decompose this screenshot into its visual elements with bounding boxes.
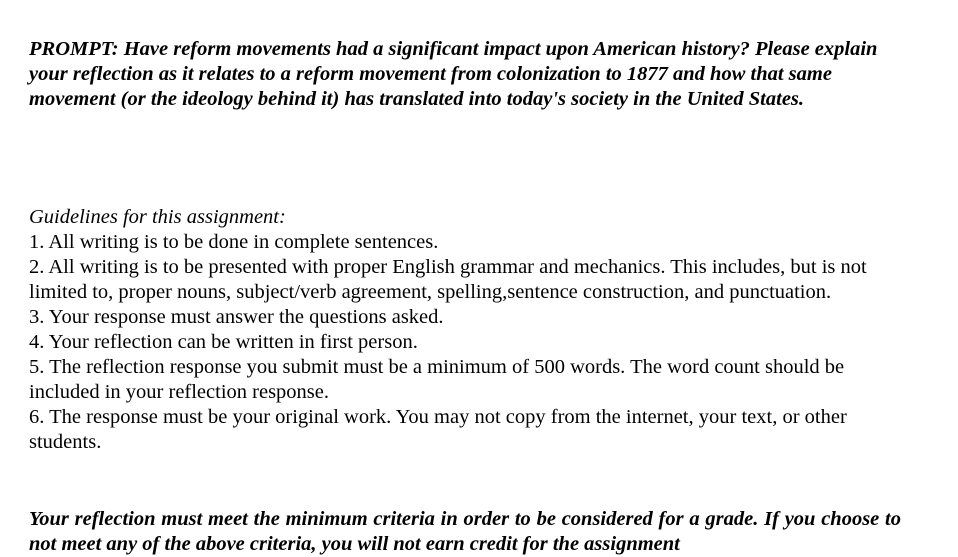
- guideline-item: 1. All writing is to be done in complete sentences.: [29, 231, 439, 253]
- guideline-item: 2. All writing is to be presented with proper English grammar and mechanics. This includes, but is not limited to, proper nouns, subject/verb agreement, spelling,sentence construction, and punctuation.: [29, 256, 867, 303]
- guidelines-list: [29, 230, 909, 455]
- guideline-item: 4. Your reflection can be written in first person.: [29, 331, 418, 353]
- assignment-prompt: PROMPT: Have reform movements had a significant impact upon American history? Please explain your reflection as it relates to a reform movement from colonization to 1877 and how that same movement (or the ideology behind it) has translated into today's society in the United States.: [29, 38, 878, 110]
- guidelines-section: [29, 205, 909, 455]
- guideline-item: 6. The response must be your original work. You may not copy from the internet, your text, or other students.: [29, 406, 847, 453]
- guideline-item: 3. Your response must answer the questions asked.: [29, 306, 444, 328]
- guideline-item: 5. The reflection response you submit must be a minimum of 500 words. The word count should be included in your reflection response.: [29, 356, 845, 403]
- document-page: [29, 37, 909, 555]
- guidelines-heading: Guidelines for this assignment:: [29, 206, 286, 228]
- criteria-warning: Your reflection must meet the minimum criteria in order to be considered for a grade. If you choose to not meet any of the above criteria, you will not earn credit for the assignment: [29, 508, 901, 555]
